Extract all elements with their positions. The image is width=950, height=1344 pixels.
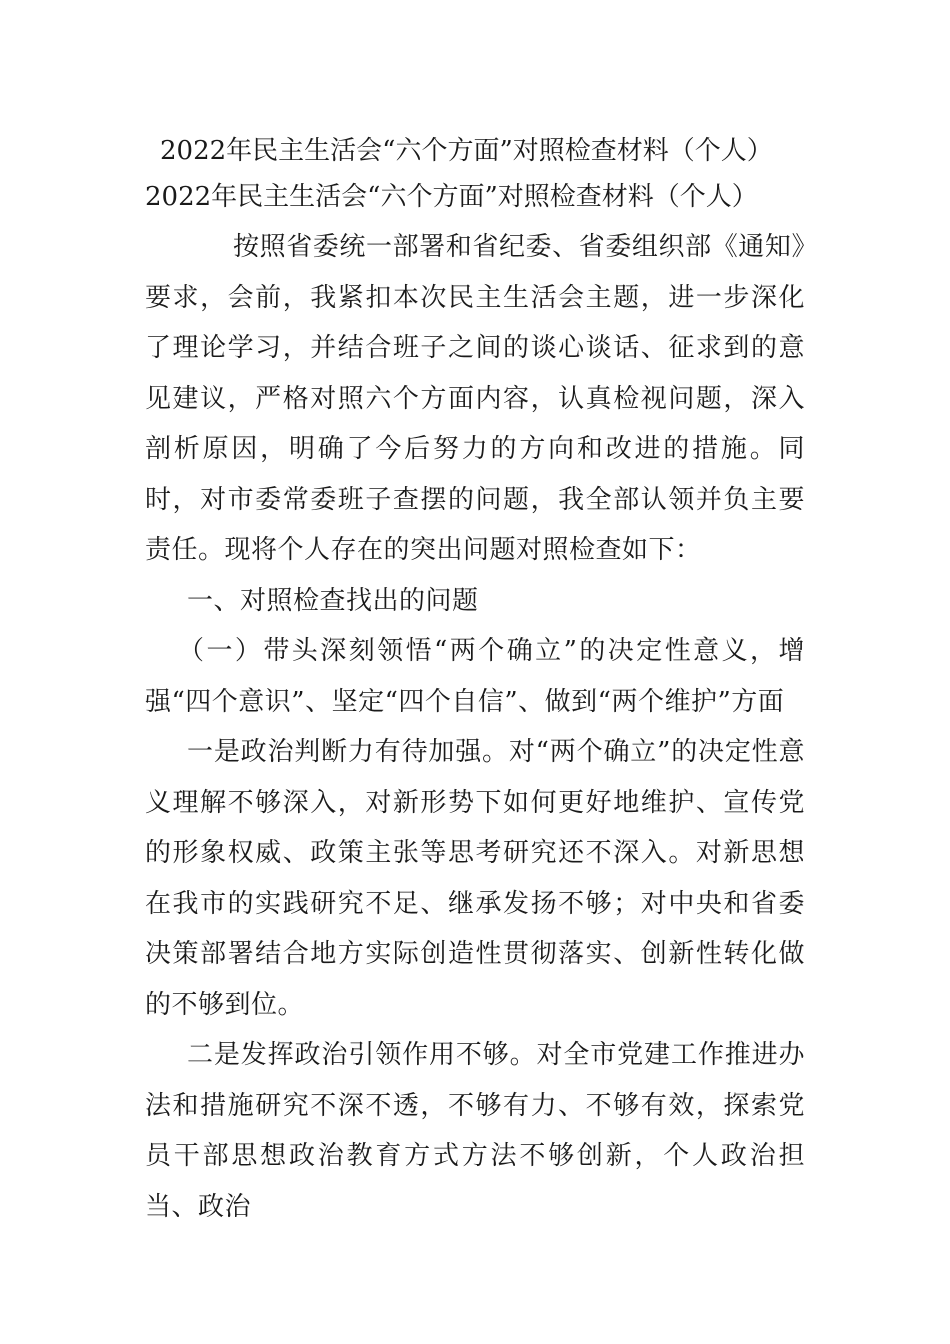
point-paragraph-2: 二是发挥政治引领作用不够。对全市党建工作推进办法和措施研究不深不透，不够有力、不够有效，探索党员干部思想政治教育方式方法不够创新，个人政治担当、政治 (145, 1040, 805, 1222)
document-title-line-2: 2022年民主生活会“六个方面”对照检查材料（个人） (145, 182, 758, 212)
section-heading-1: 一、对照检查找出的问题 (187, 585, 479, 616)
document-page (145, 128, 805, 1232)
point-paragraph-1: 一是政治判断力有待加强。对“两个确立”的决定性意义理解不够深入，对新形势下如何更好地维护、宣传党的形象权威、政策主张等思考研究还不深入。对新思想在我市的实践研究不足、继承发扬不够；对中央和省委决策部署结合地方实际创造性贯彻落实、创新性转化做的不够到位。 (145, 737, 805, 1020)
intro-paragraph: 按照省委统一部署和省纪委、省委组织部《通知》要求，会前，我紧扣本次民主生活会主题，进一步深化了理论学习，并结合班子之间的谈心谈话、征求到的意见建议，严格对照六个方面内容，认真检视问题，深入剖析原因，明确了今后努力的方向和改进的措施。同时，对市委常委班子查摆的问题，我全部认领并负主要责任。现将个人存在的突出问题对照检查如下： (145, 232, 805, 565)
document-title-line-1: 2022年民主生活会“六个方面”对照检查材料（个人） (160, 136, 773, 166)
subsection-heading-1: （一）带头深刻领悟“两个确立”的决定性意义，增强“四个意识”、坚定“四个自信”、做到“两个维护”方面 (145, 636, 805, 717)
